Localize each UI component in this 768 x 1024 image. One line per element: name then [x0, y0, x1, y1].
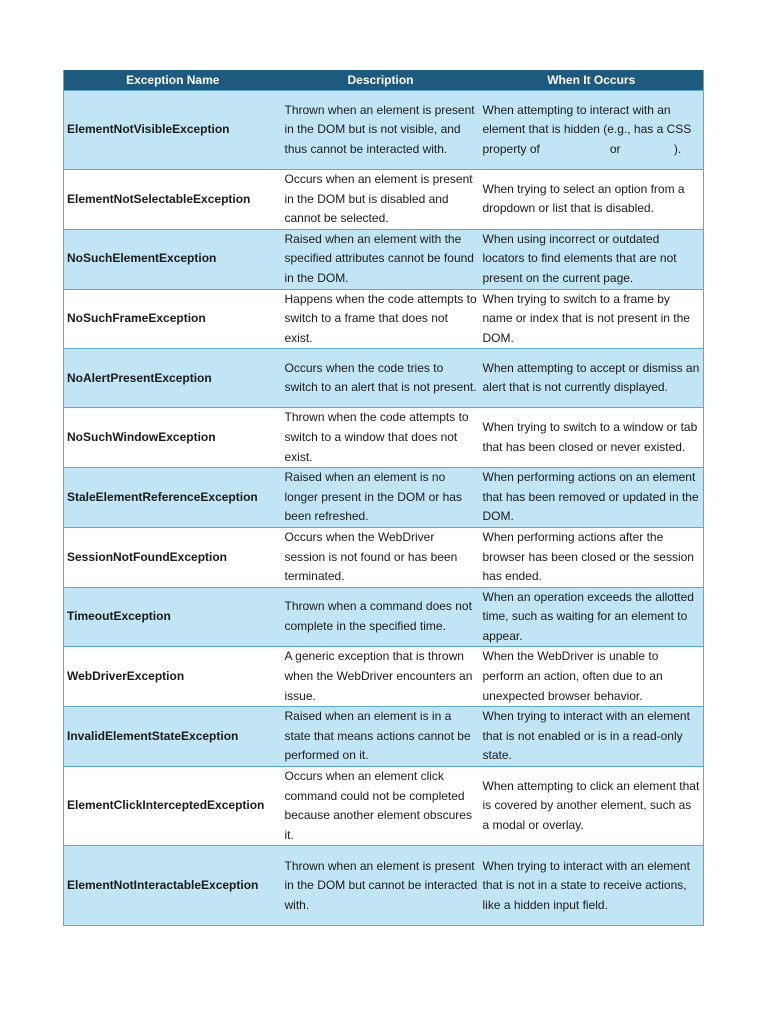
table-row: [64, 91, 704, 170]
table-row: [64, 289, 704, 349]
description-cell: Thrown when an element is present in the DOM but is not visible, and thus cannot be interacted with.: [282, 91, 480, 170]
exception-name-cell: NoAlertPresentException: [64, 349, 282, 408]
description-cell: Raised when an element with the specified attributes cannot be found in the DOM.: [282, 229, 480, 289]
exception-name-cell: ElementClickInterceptedException: [64, 767, 282, 846]
when-it-occurs-cell: When performing actions after the browser has been closed or the session has ended.: [480, 527, 704, 587]
table-row: [64, 468, 704, 528]
description-cell: Occurs when the code tries to switch to an alert that is not present.: [282, 349, 480, 408]
when-it-occurs-cell: When attempting to accept or dismiss an alert that is not currently displayed.: [480, 349, 704, 408]
when-it-occurs-cell: When using incorrect or outdated locators to find elements that are not present on the current page.: [480, 229, 704, 289]
description-cell: Thrown when the code attempts to switch to a window that does not exist.: [282, 408, 480, 468]
exception-name-cell: TimeoutException: [64, 587, 282, 647]
description-cell: Thrown when a command does not complete in the specified time.: [282, 587, 480, 647]
exception-name-cell: SessionNotFoundException: [64, 527, 282, 587]
when-it-occurs-cell: When an operation exceeds the allotted time, such as waiting for an element to appear.: [480, 587, 704, 647]
description-cell: Occurs when an element click command could not be completed because another element obscures it.: [282, 767, 480, 846]
description-cell: Thrown when an element is present in the DOM but cannot be interacted with.: [282, 846, 480, 926]
table-row: [64, 349, 704, 408]
table-row: [64, 170, 704, 230]
exceptions-table: [63, 70, 704, 926]
exceptions-table-container: [63, 70, 703, 926]
description-cell: Happens when the code attempts to switch to a frame that does not exist.: [282, 289, 480, 349]
table-row: [64, 229, 704, 289]
table-row: [64, 767, 704, 846]
description-cell: A generic exception that is thrown when the WebDriver encounters an issue.: [282, 647, 480, 707]
header-exception-name: Exception Name: [64, 70, 282, 91]
when-it-occurs-cell: When trying to switch to a window or tab that has been closed or never existed.: [480, 408, 704, 468]
when-it-occurs-cell: When attempting to interact with an element that is hidden (e.g., has a CSS property of or ).: [480, 91, 704, 170]
header-description: Description: [282, 70, 480, 91]
exception-name-cell: NoSuchWindowException: [64, 408, 282, 468]
description-cell: Occurs when the WebDriver session is not found or has been terminated.: [282, 527, 480, 587]
when-it-occurs-cell: When trying to interact with an element that is not in a state to receive actions, like a hidden input field.: [480, 846, 704, 926]
table-row: [64, 527, 704, 587]
table-row: [64, 846, 704, 926]
description-cell: Raised when an element is in a state that means actions cannot be performed on it.: [282, 707, 480, 767]
header-when-it-occurs: When It Occurs: [480, 70, 704, 91]
when-it-occurs-cell: When trying to select an option from a dropdown or list that is disabled.: [480, 170, 704, 230]
exception-name-cell: NoSuchElementException: [64, 229, 282, 289]
description-cell: Raised when an element is no longer present in the DOM or has been refreshed.: [282, 468, 480, 528]
description-cell: Occurs when an element is present in the DOM but is disabled and cannot be selected.: [282, 170, 480, 230]
table-row: [64, 587, 704, 647]
exception-name-cell: StaleElementReferenceException: [64, 468, 282, 528]
when-it-occurs-cell: When trying to switch to a frame by name or index that is not present in the DOM.: [480, 289, 704, 349]
table-row: [64, 707, 704, 767]
when-it-occurs-cell: When performing actions on an element that has been removed or updated in the DOM.: [480, 468, 704, 528]
exception-name-cell: WebDriverException: [64, 647, 282, 707]
exception-name-cell: ElementNotVisibleException: [64, 91, 282, 170]
when-it-occurs-cell: When the WebDriver is unable to perform an action, often due to an unexpected browser behavior.: [480, 647, 704, 707]
table-header-row: [64, 70, 704, 91]
exception-name-cell: ElementNotSelectableException: [64, 170, 282, 230]
when-it-occurs-cell: When attempting to click an element that is covered by another element, such as a modal or overlay.: [480, 767, 704, 846]
table-row: [64, 408, 704, 468]
when-it-occurs-cell: When trying to interact with an element that is not enabled or is in a read-only state.: [480, 707, 704, 767]
exception-name-cell: NoSuchFrameException: [64, 289, 282, 349]
exception-name-cell: ElementNotInteractableException: [64, 846, 282, 926]
exception-name-cell: InvalidElementStateException: [64, 707, 282, 767]
table-row: [64, 647, 704, 707]
